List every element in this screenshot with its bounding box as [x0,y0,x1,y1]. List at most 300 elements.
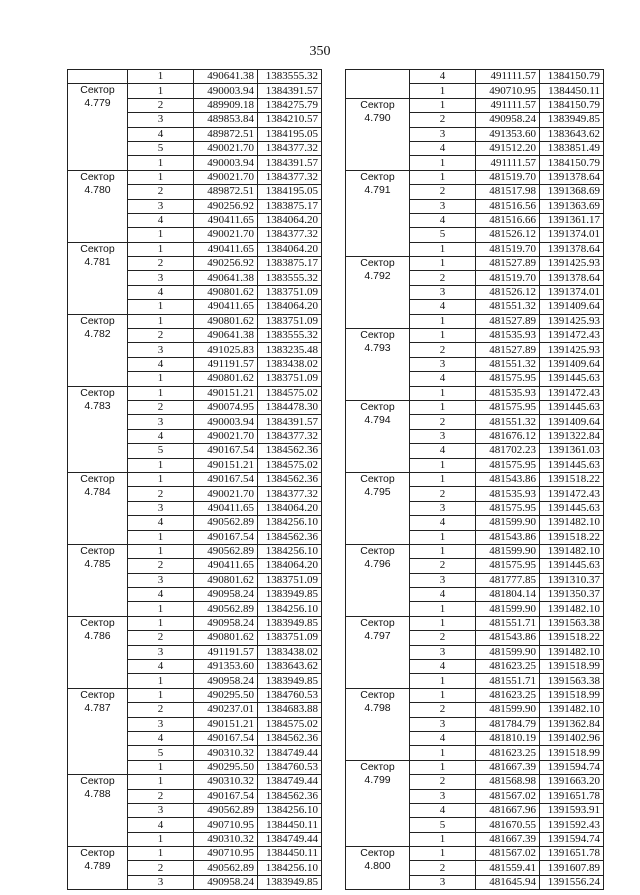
y-coordinate-cell: 1384064.20 [258,300,322,314]
sector-label: Сектор 4.786 [68,616,128,688]
x-coordinate-cell: 481527.89 [476,314,540,328]
point-number-cell: 4 [128,516,194,530]
point-number-cell: 5 [410,818,476,832]
y-coordinate-cell: 1391663.20 [540,775,604,789]
y-coordinate-cell: 1391425.93 [540,343,604,357]
x-coordinate-cell: 490801.62 [194,314,258,328]
x-coordinate-cell: 490021.70 [194,487,258,501]
x-coordinate-cell: 490167.54 [194,530,258,544]
point-number-cell: 2 [128,559,194,573]
point-number-cell: 1 [410,847,476,861]
table-row [68,84,322,98]
point-number-cell: 1 [410,84,476,98]
y-coordinate-cell: 1384478.30 [258,400,322,414]
point-number-cell: 1 [410,329,476,343]
x-coordinate-cell: 481623.25 [476,688,540,702]
table-row [346,472,604,486]
y-coordinate-cell: 1391445.63 [540,501,604,515]
y-coordinate-cell: 1384450.11 [258,818,322,832]
table-row [346,257,604,271]
point-number-cell: 1 [128,372,194,386]
point-number-cell: 1 [410,530,476,544]
x-coordinate-cell: 481777.85 [476,573,540,587]
table-row [346,544,604,558]
y-coordinate-cell: 1391361.03 [540,444,604,458]
x-coordinate-cell: 491512.20 [476,141,540,155]
table-row [346,400,604,414]
x-coordinate-cell: 490562.89 [194,516,258,530]
point-number-cell: 1 [128,760,194,774]
y-coordinate-cell: 1391518.22 [540,472,604,486]
x-coordinate-cell: 481517.98 [476,185,540,199]
x-coordinate-cell: 491191.57 [194,357,258,371]
x-coordinate-cell: 490411.65 [194,300,258,314]
x-coordinate-cell: 481535.93 [476,487,540,501]
x-coordinate-cell: 481551.71 [476,616,540,630]
x-coordinate-cell: 481599.90 [476,602,540,616]
point-number-cell: 2 [410,343,476,357]
y-coordinate-cell: 1383643.62 [540,127,604,141]
x-coordinate-cell: 490801.62 [194,372,258,386]
y-coordinate-cell: 1384150.79 [540,98,604,112]
sector-label: Сектор 4.791 [346,170,410,256]
x-coordinate-cell: 490074.95 [194,400,258,414]
y-coordinate-cell: 1384391.57 [258,84,322,98]
y-coordinate-cell: 1384377.32 [258,141,322,155]
y-coordinate-cell: 1383751.09 [258,285,322,299]
y-coordinate-cell: 1383949.85 [258,674,322,688]
x-coordinate-cell: 490151.21 [194,458,258,472]
point-number-cell: 4 [410,372,476,386]
point-number-cell: 4 [410,516,476,530]
y-coordinate-cell: 1384575.02 [258,386,322,400]
x-coordinate-cell: 490562.89 [194,602,258,616]
y-coordinate-cell: 1384195.05 [258,127,322,141]
x-coordinate-cell: 490562.89 [194,803,258,817]
y-coordinate-cell: 1383949.85 [258,616,322,630]
y-coordinate-cell: 1391593.91 [540,803,604,817]
point-number-cell: 3 [128,717,194,731]
y-coordinate-cell: 1383235.48 [258,343,322,357]
y-coordinate-cell: 1391651.78 [540,847,604,861]
y-coordinate-cell: 1384195.05 [258,185,322,199]
point-number-cell: 2 [128,861,194,875]
table-row [68,472,322,486]
y-coordinate-cell: 1391425.93 [540,257,604,271]
x-coordinate-cell: 490167.54 [194,789,258,803]
point-number-cell: 3 [128,199,194,213]
y-coordinate-cell: 1384064.20 [258,213,322,227]
x-coordinate-cell: 490003.94 [194,84,258,98]
point-number-cell: 1 [410,400,476,414]
y-coordinate-cell: 1383751.09 [258,314,322,328]
point-number-cell: 5 [128,141,194,155]
x-coordinate-cell: 490151.21 [194,717,258,731]
x-coordinate-cell: 481670.55 [476,818,540,832]
sector-label: Сектор 4.800 [346,847,410,890]
x-coordinate-cell: 490411.65 [194,213,258,227]
y-coordinate-cell: 1384064.20 [258,242,322,256]
x-coordinate-cell: 490958.24 [194,674,258,688]
y-coordinate-cell: 1391378.64 [540,170,604,184]
x-coordinate-cell: 490167.54 [194,444,258,458]
x-coordinate-cell: 490641.38 [194,329,258,343]
point-number-cell: 3 [410,501,476,515]
y-coordinate-cell: 1384275.79 [258,98,322,112]
point-number-cell: 2 [128,98,194,112]
point-number-cell: 1 [410,674,476,688]
y-coordinate-cell: 1384256.10 [258,803,322,817]
x-coordinate-cell: 481702.23 [476,444,540,458]
y-coordinate-cell: 1384256.10 [258,544,322,558]
sector-label: Сектор 4.787 [68,688,128,774]
x-coordinate-cell: 490295.50 [194,760,258,774]
y-coordinate-cell: 1384575.02 [258,717,322,731]
point-number-cell: 1 [128,544,194,558]
point-number-cell: 3 [128,501,194,515]
point-number-cell: 3 [128,415,194,429]
x-coordinate-cell: 481543.86 [476,472,540,486]
x-coordinate-cell: 491353.60 [194,660,258,674]
y-coordinate-cell: 1384377.32 [258,429,322,443]
sector-label [68,70,128,84]
y-coordinate-cell: 1384562.36 [258,731,322,745]
page-number: 350 [309,44,331,59]
point-number-cell: 1 [410,746,476,760]
coordinates-table-right [345,69,604,890]
x-coordinate-cell: 491111.57 [476,70,540,84]
point-number-cell: 1 [410,386,476,400]
x-coordinate-cell: 490167.54 [194,731,258,745]
y-coordinate-cell: 1383851.49 [540,141,604,155]
y-coordinate-cell: 1391402.96 [540,731,604,745]
sector-label: Сектор 4.779 [68,84,128,170]
point-number-cell: 1 [128,84,194,98]
x-coordinate-cell: 481599.90 [476,516,540,530]
point-number-cell: 1 [128,674,194,688]
point-number-cell: 1 [128,300,194,314]
x-coordinate-cell: 489853.84 [194,113,258,127]
point-number-cell: 3 [410,573,476,587]
coordinates-table-left [67,69,322,890]
point-number-cell: 1 [410,832,476,846]
point-number-cell: 5 [128,746,194,760]
x-coordinate-cell: 490411.65 [194,501,258,515]
x-coordinate-cell: 481543.86 [476,530,540,544]
table-row [68,544,322,558]
x-coordinate-cell: 490021.70 [194,141,258,155]
y-coordinate-cell: 1391378.64 [540,271,604,285]
x-coordinate-cell: 490021.70 [194,228,258,242]
x-coordinate-cell: 481527.89 [476,343,540,357]
x-coordinate-cell: 481623.25 [476,660,540,674]
x-coordinate-cell: 489872.51 [194,185,258,199]
y-coordinate-cell: 1391482.10 [540,602,604,616]
point-number-cell: 2 [410,861,476,875]
y-coordinate-cell: 1384256.10 [258,602,322,616]
x-coordinate-cell: 481519.70 [476,271,540,285]
y-coordinate-cell: 1384377.32 [258,228,322,242]
point-number-cell: 1 [410,760,476,774]
x-coordinate-cell: 481575.95 [476,458,540,472]
x-coordinate-cell: 481526.12 [476,228,540,242]
point-number-cell: 2 [410,185,476,199]
x-coordinate-cell: 491353.60 [476,127,540,141]
point-number-cell: 1 [128,242,194,256]
x-coordinate-cell: 481527.89 [476,257,540,271]
point-number-cell: 1 [410,472,476,486]
x-coordinate-cell: 481810.19 [476,731,540,745]
x-coordinate-cell: 490641.38 [194,271,258,285]
y-coordinate-cell: 1383875.17 [258,257,322,271]
x-coordinate-cell: 481623.25 [476,746,540,760]
x-coordinate-cell: 490562.89 [194,544,258,558]
y-coordinate-cell: 1391409.64 [540,415,604,429]
y-coordinate-cell: 1391518.22 [540,631,604,645]
point-number-cell: 3 [410,199,476,213]
point-number-cell: 1 [410,98,476,112]
sector-label: Сектор 4.793 [346,329,410,401]
point-number-cell: 3 [410,717,476,731]
point-number-cell: 3 [128,343,194,357]
sector-label: Сектор 4.794 [346,400,410,472]
y-coordinate-cell: 1383875.17 [258,199,322,213]
x-coordinate-cell: 490310.32 [194,746,258,760]
point-number-cell: 1 [128,170,194,184]
x-coordinate-cell: 490958.24 [194,875,258,889]
y-coordinate-cell: 1391472.43 [540,487,604,501]
point-number-cell: 5 [410,228,476,242]
x-coordinate-cell: 481667.39 [476,832,540,846]
point-number-cell: 3 [128,875,194,889]
y-coordinate-cell: 1391482.10 [540,516,604,530]
table-row [68,386,322,400]
x-coordinate-cell: 481599.90 [476,703,540,717]
point-number-cell: 1 [128,616,194,630]
point-number-cell: 3 [410,429,476,443]
x-coordinate-cell: 490151.21 [194,386,258,400]
point-number-cell: 1 [128,228,194,242]
point-number-cell: 2 [410,775,476,789]
x-coordinate-cell: 481535.93 [476,329,540,343]
y-coordinate-cell: 1391378.64 [540,242,604,256]
table-row [346,98,604,112]
y-coordinate-cell: 1391361.17 [540,213,604,227]
point-number-cell: 5 [128,444,194,458]
y-coordinate-cell: 1384575.02 [258,458,322,472]
y-coordinate-cell: 1383949.85 [258,588,322,602]
y-coordinate-cell: 1383751.09 [258,573,322,587]
point-number-cell: 4 [410,444,476,458]
x-coordinate-cell: 481519.70 [476,242,540,256]
x-coordinate-cell: 490003.94 [194,156,258,170]
y-coordinate-cell: 1391518.22 [540,530,604,544]
point-number-cell: 1 [410,170,476,184]
y-coordinate-cell: 1391445.63 [540,458,604,472]
x-coordinate-cell: 490958.24 [194,588,258,602]
table-row [68,847,322,861]
x-coordinate-cell: 490021.70 [194,429,258,443]
point-number-cell: 1 [128,847,194,861]
point-number-cell: 2 [128,789,194,803]
point-number-cell: 1 [128,70,194,84]
y-coordinate-cell: 1384210.57 [258,113,322,127]
y-coordinate-cell: 1384749.44 [258,746,322,760]
x-coordinate-cell: 481551.32 [476,415,540,429]
x-coordinate-cell: 490641.38 [194,70,258,84]
point-number-cell: 2 [128,487,194,501]
x-coordinate-cell: 481575.95 [476,400,540,414]
x-coordinate-cell: 481575.95 [476,501,540,515]
x-coordinate-cell: 490237.01 [194,703,258,717]
sector-label [346,70,410,99]
sector-label: Сектор 4.789 [68,847,128,890]
point-number-cell: 3 [410,645,476,659]
x-coordinate-cell: 490256.92 [194,199,258,213]
point-number-cell: 3 [128,573,194,587]
y-coordinate-cell: 1383555.32 [258,329,322,343]
y-coordinate-cell: 1391374.01 [540,285,604,299]
y-coordinate-cell: 1391518.99 [540,746,604,760]
table-row [68,170,322,184]
x-coordinate-cell: 481559.41 [476,861,540,875]
y-coordinate-cell: 1384256.10 [258,516,322,530]
point-number-cell: 4 [128,127,194,141]
x-coordinate-cell: 481519.70 [476,170,540,184]
x-coordinate-cell: 481804.14 [476,588,540,602]
x-coordinate-cell: 490295.50 [194,688,258,702]
y-coordinate-cell: 1384377.32 [258,170,322,184]
y-coordinate-cell: 1384562.36 [258,789,322,803]
y-coordinate-cell: 1391482.10 [540,544,604,558]
sector-label: Сектор 4.788 [68,775,128,847]
point-number-cell: 3 [410,875,476,889]
point-number-cell: 4 [128,588,194,602]
point-number-cell: 1 [410,458,476,472]
x-coordinate-cell: 490710.95 [194,818,258,832]
table-row [346,616,604,630]
sector-label: Сектор 4.785 [68,544,128,616]
point-number-cell: 4 [128,429,194,443]
y-coordinate-cell: 1384377.32 [258,487,322,501]
y-coordinate-cell: 1391651.78 [540,789,604,803]
y-coordinate-cell: 1391374.01 [540,228,604,242]
y-coordinate-cell: 1384749.44 [258,775,322,789]
y-coordinate-cell: 1391310.37 [540,573,604,587]
y-coordinate-cell: 1391556.24 [540,875,604,889]
x-coordinate-cell: 481543.86 [476,631,540,645]
x-coordinate-cell: 481599.90 [476,544,540,558]
table-row [68,616,322,630]
sector-label: Сектор 4.783 [68,386,128,472]
y-coordinate-cell: 1384064.20 [258,559,322,573]
y-coordinate-cell: 1383751.09 [258,372,322,386]
point-number-cell: 1 [410,616,476,630]
y-coordinate-cell: 1391607.89 [540,861,604,875]
x-coordinate-cell: 489872.51 [194,127,258,141]
sector-label: Сектор 4.797 [346,616,410,688]
sector-label: Сектор 4.790 [346,98,410,170]
x-coordinate-cell: 481568.98 [476,775,540,789]
point-number-cell: 1 [128,832,194,846]
table-row [346,847,604,861]
point-number-cell: 1 [128,688,194,702]
y-coordinate-cell: 1384683.88 [258,703,322,717]
table-row [346,170,604,184]
point-number-cell: 2 [128,400,194,414]
point-number-cell: 1 [128,775,194,789]
y-coordinate-cell: 1391482.10 [540,703,604,717]
y-coordinate-cell: 1383555.32 [258,70,322,84]
x-coordinate-cell: 481567.02 [476,847,540,861]
point-number-cell: 4 [410,70,476,84]
y-coordinate-cell: 1391472.43 [540,329,604,343]
point-number-cell: 1 [410,314,476,328]
x-coordinate-cell: 491025.83 [194,343,258,357]
y-coordinate-cell: 1383949.85 [258,875,322,889]
point-number-cell: 4 [410,141,476,155]
y-coordinate-cell: 1384064.20 [258,501,322,515]
x-coordinate-cell: 481551.32 [476,357,540,371]
y-coordinate-cell: 1383438.02 [258,357,322,371]
point-number-cell: 3 [410,789,476,803]
y-coordinate-cell: 1383949.85 [540,113,604,127]
x-coordinate-cell: 489909.18 [194,98,258,112]
y-coordinate-cell: 1384391.57 [258,156,322,170]
x-coordinate-cell: 490562.89 [194,861,258,875]
y-coordinate-cell: 1391322.84 [540,429,604,443]
y-coordinate-cell: 1391362.84 [540,717,604,731]
point-number-cell: 1 [410,544,476,558]
point-number-cell: 3 [128,113,194,127]
sector-label: Сектор 4.796 [346,544,410,616]
point-number-cell: 4 [410,731,476,745]
sector-label: Сектор 4.782 [68,314,128,386]
point-number-cell: 4 [128,213,194,227]
y-coordinate-cell: 1391409.64 [540,357,604,371]
y-coordinate-cell: 1391445.63 [540,559,604,573]
y-coordinate-cell: 1391368.69 [540,185,604,199]
table-row [68,70,322,84]
y-coordinate-cell: 1391518.99 [540,688,604,702]
sector-label: Сектор 4.792 [346,257,410,329]
y-coordinate-cell: 1391363.69 [540,199,604,213]
point-number-cell: 2 [410,559,476,573]
point-number-cell: 4 [128,285,194,299]
x-coordinate-cell: 490021.70 [194,170,258,184]
y-coordinate-cell: 1391563.38 [540,616,604,630]
y-coordinate-cell: 1384450.11 [258,847,322,861]
y-coordinate-cell: 1384391.57 [258,415,322,429]
x-coordinate-cell: 481645.94 [476,875,540,889]
point-number-cell: 1 [128,156,194,170]
y-coordinate-cell: 1384562.36 [258,444,322,458]
y-coordinate-cell: 1383643.62 [258,660,322,674]
sector-label: Сектор 4.798 [346,688,410,760]
sector-label: Сектор 4.795 [346,472,410,544]
y-coordinate-cell: 1391445.63 [540,400,604,414]
y-coordinate-cell: 1384450.11 [540,84,604,98]
y-coordinate-cell: 1384562.36 [258,530,322,544]
y-coordinate-cell: 1383438.02 [258,645,322,659]
x-coordinate-cell: 481567.02 [476,789,540,803]
x-coordinate-cell: 481516.66 [476,213,540,227]
x-coordinate-cell: 490310.32 [194,832,258,846]
point-number-cell: 2 [128,257,194,271]
x-coordinate-cell: 490710.95 [476,84,540,98]
x-coordinate-cell: 490310.32 [194,775,258,789]
x-coordinate-cell: 490801.62 [194,285,258,299]
